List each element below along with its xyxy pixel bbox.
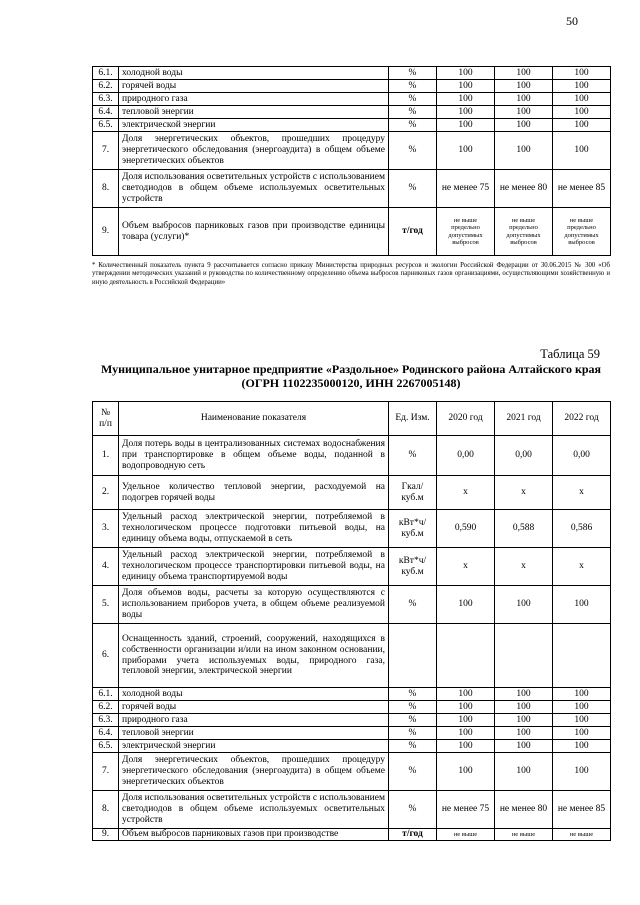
value-2022: 100 <box>553 93 611 106</box>
header-2021: 2021 год <box>495 402 553 436</box>
table-row <box>93 170 611 208</box>
indicator-name: Удельный расход электрической энергии, потребляемой в технологическом процессе подготовки питьевой воды, на единицу объема воды, отпускаемой в сеть <box>119 510 389 548</box>
table-row <box>93 701 611 714</box>
value-2021: x <box>495 548 553 586</box>
unit-cell: т/год <box>389 208 437 256</box>
table-row <box>93 829 611 841</box>
value-2020: не менее 75 <box>437 170 495 208</box>
value-2022: x <box>553 548 611 586</box>
table-row <box>93 67 611 80</box>
value-2020 <box>437 624 495 688</box>
unit-cell: % <box>389 586 437 624</box>
row-number: 6.5. <box>93 119 119 132</box>
row-number: 8. <box>93 791 119 829</box>
value-2020: 100 <box>437 740 495 753</box>
row-number: 4. <box>93 548 119 586</box>
value-2020: 100 <box>437 727 495 740</box>
row-number: 6.3. <box>93 93 119 106</box>
row-number: 2. <box>93 476 119 510</box>
value-2020: 100 <box>437 714 495 727</box>
value-2022: 100 <box>553 106 611 119</box>
indicator-name: Удельное количество тепловой энергии, расходуемой на подогрев горячей воды <box>119 476 389 510</box>
indicator-name: Доля энергетических объектов, прошедших процедуру энергетического обследования (энергоаудита) в общем объеме энергетических объектов <box>119 753 389 791</box>
value-2022: не менее 85 <box>553 170 611 208</box>
indicator-name: электрической энергии <box>119 119 389 132</box>
unit-cell: % <box>389 93 437 106</box>
value-2021: x <box>495 476 553 510</box>
header-2020: 2020 год <box>437 402 495 436</box>
unit-cell: Гкал/ куб.м <box>389 476 437 510</box>
table-row <box>93 119 611 132</box>
value-2020: x <box>437 476 495 510</box>
unit-cell: % <box>389 170 437 208</box>
unit-cell: % <box>389 80 437 93</box>
unit-cell: % <box>389 436 437 476</box>
value-2022: 100 <box>553 701 611 714</box>
table-row <box>93 476 611 510</box>
indicator-name: Оснащенность зданий, строений, сооружений, находящихся в собственности организации и/или на ином законном основании, приборами учета используемых воды, природного газа, тепловой энергии, электрической энергии <box>119 624 389 688</box>
table-row <box>93 106 611 119</box>
table-row <box>93 624 611 688</box>
row-number: 1. <box>93 436 119 476</box>
table-row <box>93 93 611 106</box>
value-2021: 100 <box>495 93 553 106</box>
value-2022: 100 <box>553 67 611 80</box>
row-number: 9. <box>93 208 119 256</box>
value-2020: 100 <box>437 586 495 624</box>
row-number: 7. <box>93 132 119 170</box>
table-label: Таблица 59 <box>540 347 600 361</box>
table-row <box>93 688 611 701</box>
value-2022: не выше <box>553 829 611 841</box>
value-2020: 100 <box>437 93 495 106</box>
value-2021: 100 <box>495 80 553 93</box>
value-2021: 100 <box>495 701 553 714</box>
header-2022: 2022 год <box>553 402 611 436</box>
row-number: 6. <box>93 624 119 688</box>
header-num: № п/п <box>93 402 119 436</box>
value-2020: 100 <box>437 132 495 170</box>
value-2020: 100 <box>437 80 495 93</box>
indicator-name: природного газа <box>119 93 389 106</box>
value-2021: не менее 80 <box>495 170 553 208</box>
unit-cell: % <box>389 753 437 791</box>
value-2022: 100 <box>553 740 611 753</box>
value-2022: 100 <box>553 753 611 791</box>
table-row <box>93 510 611 548</box>
value-2021: не менее 80 <box>495 791 553 829</box>
row-number: 5. <box>93 586 119 624</box>
unit-cell: % <box>389 688 437 701</box>
value-2022 <box>553 624 611 688</box>
value-2021: 100 <box>495 67 553 80</box>
row-number: 3. <box>93 510 119 548</box>
value-2022: 100 <box>553 586 611 624</box>
unit-cell: % <box>389 701 437 714</box>
row-number: 6.5. <box>93 740 119 753</box>
value-2020: 0,590 <box>437 510 495 548</box>
table-row <box>93 791 611 829</box>
value-2022: не менее 85 <box>553 791 611 829</box>
value-2020: не менее 75 <box>437 791 495 829</box>
indicator-name: Удельный расход электрической энергии, потребляемой в технологическом процессе транспортировки питьевой воды, на единицу объема транспортируемой воды <box>119 548 389 586</box>
indicator-name: Доля энергетических объектов, прошедших процедуру энергетического обследования (энергоаудита) в общем объеме энергетических объектов <box>119 132 389 170</box>
table-row <box>93 740 611 753</box>
row-number: 6.2. <box>93 701 119 714</box>
value-2022: не выше предельно допустимых выбросов <box>553 208 611 256</box>
indicator-name: Доля использования осветительных устройств с использованием светодиодов в общем объеме используемых осветительных устройств <box>119 170 389 208</box>
value-2020: не выше предельно допустимых выбросов <box>437 208 495 256</box>
unit-cell: % <box>389 132 437 170</box>
indicator-name: горячей воды <box>119 80 389 93</box>
unit-cell: % <box>389 106 437 119</box>
value-2022: 100 <box>553 727 611 740</box>
value-2021: 100 <box>495 688 553 701</box>
value-2021: 0,588 <box>495 510 553 548</box>
top-table <box>92 66 611 256</box>
unit-cell <box>389 624 437 688</box>
page-number: 50 <box>566 14 578 28</box>
table-row <box>93 132 611 170</box>
footnote: * Количественный показатель пункта 9 рассчитывается согласно приказу Министерства природных ресурсов и экологии Российской Федерации от 30.06.2015 № 300 «Об утверждении методических указаний и руководства по количественному определению объема выбросов парниковых газов организациями, осуществляющими хозяйственную и иную деятельность в Российской Федерации» <box>92 262 610 286</box>
value-2020: 100 <box>437 688 495 701</box>
value-2022: 100 <box>553 714 611 727</box>
value-2021: 100 <box>495 727 553 740</box>
value-2022: 0,00 <box>553 436 611 476</box>
unit-cell: % <box>389 727 437 740</box>
table-row <box>93 727 611 740</box>
row-number: 6.1. <box>93 688 119 701</box>
unit-cell: кВт*ч/ куб.м <box>389 548 437 586</box>
indicator-name: Доля использования осветительных устройств с использованием светодиодов в общем объеме используемых осветительных устройств <box>119 791 389 829</box>
value-2021: 100 <box>495 740 553 753</box>
row-number: 8. <box>93 170 119 208</box>
value-2021: 100 <box>495 586 553 624</box>
value-2021: 100 <box>495 132 553 170</box>
row-number: 6.4. <box>93 727 119 740</box>
value-2020: 100 <box>437 119 495 132</box>
indicator-name: природного газа <box>119 714 389 727</box>
value-2021: 100 <box>495 753 553 791</box>
row-number: 6.2. <box>93 80 119 93</box>
table-title: Муниципальное унитарное предприятие «Раздольное» Родинского района Алтайского края (ОГРН 1102235000120, ИНН 2267005148) <box>100 362 602 391</box>
table-row <box>93 548 611 586</box>
table-row <box>93 80 611 93</box>
unit-cell: т/год <box>389 829 437 841</box>
table-row <box>93 586 611 624</box>
value-2021: 0,00 <box>495 436 553 476</box>
value-2022: 100 <box>553 119 611 132</box>
indicator-name: Доля объемов воды, расчеты за которую осуществляются с использованием приборов учета, в общем объеме реализуемой воды <box>119 586 389 624</box>
unit-cell: % <box>389 67 437 80</box>
unit-cell: % <box>389 714 437 727</box>
value-2021: не выше предельно допустимых выбросов <box>495 208 553 256</box>
value-2020: 100 <box>437 701 495 714</box>
value-2020: 100 <box>437 753 495 791</box>
unit-cell: % <box>389 119 437 132</box>
value-2022: x <box>553 476 611 510</box>
row-number: 6.3. <box>93 714 119 727</box>
table-row <box>93 714 611 727</box>
indicator-name: тепловой энергии <box>119 727 389 740</box>
table-row <box>93 208 611 256</box>
value-2021: 100 <box>495 119 553 132</box>
indicator-name: тепловой энергии <box>119 106 389 119</box>
value-2021 <box>495 624 553 688</box>
header-name: Наименование показателя <box>119 402 389 436</box>
unit-cell: % <box>389 791 437 829</box>
indicator-name: электрической энергии <box>119 740 389 753</box>
indicator-name: Объем выбросов парниковых газов при производстве единицы товара (услуги)* <box>119 208 389 256</box>
row-number: 6.1. <box>93 67 119 80</box>
indicator-name: Объем выбросов парниковых газов при производстве <box>119 829 389 841</box>
value-2021: 100 <box>495 106 553 119</box>
value-2020: не выше <box>437 829 495 841</box>
header-unit: Ед. Изм. <box>389 402 437 436</box>
table-row <box>93 753 611 791</box>
value-2020: 100 <box>437 67 495 80</box>
value-2022: 100 <box>553 688 611 701</box>
header-row <box>93 402 611 436</box>
indicator-name: холодной воды <box>119 688 389 701</box>
row-number: 6.4. <box>93 106 119 119</box>
indicator-name: холодной воды <box>119 67 389 80</box>
row-number: 7. <box>93 753 119 791</box>
indicator-name: горячей воды <box>119 701 389 714</box>
value-2022: 0,586 <box>553 510 611 548</box>
value-2021: не выше <box>495 829 553 841</box>
value-2021: 100 <box>495 714 553 727</box>
main-table <box>92 401 611 841</box>
value-2022: 100 <box>553 132 611 170</box>
indicator-name: Доля потерь воды в централизованных системах водоснабжения при транспортировке в общем объеме воды, поданной в водопроводную сеть <box>119 436 389 476</box>
row-number: 9. <box>93 829 119 841</box>
value-2020: x <box>437 548 495 586</box>
unit-cell: кВт*ч/ куб.м <box>389 510 437 548</box>
value-2020: 0,00 <box>437 436 495 476</box>
value-2020: 100 <box>437 106 495 119</box>
unit-cell: % <box>389 740 437 753</box>
table-row <box>93 436 611 476</box>
value-2022: 100 <box>553 80 611 93</box>
